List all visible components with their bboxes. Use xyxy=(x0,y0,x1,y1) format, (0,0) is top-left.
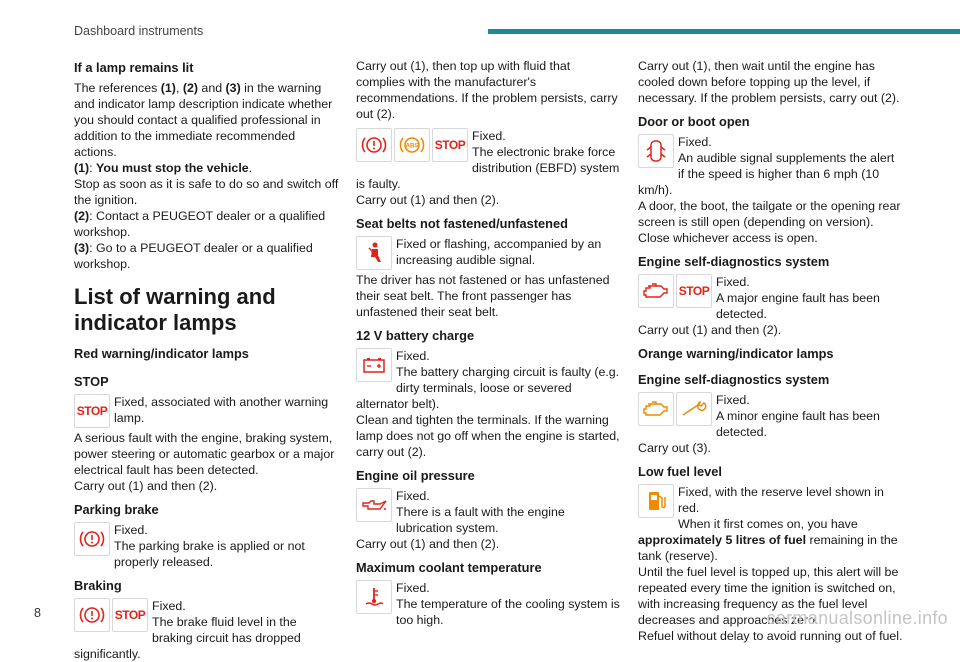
seat-text-2: The driver has not fastened or has unfastened their seat belt. The front passenger has unfastened their seat belt. xyxy=(356,273,610,319)
battery-text-2: The battery charging circuit is faulty (e.g. dirty terminals, loose or severed alternator belt). xyxy=(356,365,620,411)
heading-door-open: Door or boot open xyxy=(638,114,750,129)
battery-text-3: Clean and tighten the terminals. If the warning lamp does not go off when the engine is started, carry out (2). xyxy=(356,413,620,459)
heading-red-lamps: Red warning/indicator lamps xyxy=(74,346,249,361)
diag-text-2: A major engine fault has been detected. xyxy=(716,291,880,321)
oil-text-3: Carry out (1) and then (2). xyxy=(356,537,500,551)
engine-icon xyxy=(638,274,674,308)
heading-stop: STOP xyxy=(74,374,109,389)
ref-1-text: Stop as soon as it is safe to do so and switch off the ignition. xyxy=(74,177,339,207)
fuel-text-1: Fixed, with the reserve level shown in red. xyxy=(678,485,884,515)
braking-continued: Carry out (1), then top up with fluid that complies with the manufacturer's recommendations. If the problem persists, carry out (2). xyxy=(356,59,618,121)
battery-text-1: Fixed. xyxy=(396,349,430,363)
brake-warning-icon xyxy=(356,128,392,162)
coolant-text-2: The temperature of the cooling system is too high. xyxy=(396,597,620,627)
ref-2-line: (2): Contact a PEUGEOT dealer or a qualified workshop. xyxy=(74,209,326,239)
diag-text-3: Carry out (1) and then (2). xyxy=(638,323,782,337)
braking-text-1: Fixed. xyxy=(152,599,186,613)
battery-icon xyxy=(356,348,392,382)
coolant-text-1: Fixed. xyxy=(396,581,430,595)
heading-engine-diagnostics: Engine self-diagnostics system xyxy=(638,254,830,269)
heading-low-fuel: Low fuel level xyxy=(638,464,722,479)
ebfd-text-1: Fixed. xyxy=(472,129,506,143)
braking-text-2: The brake fluid level in the braking circuit has dropped significantly. xyxy=(74,615,301,661)
parking-brake-icon xyxy=(74,522,110,556)
brake-warning-icon xyxy=(74,598,110,632)
diag2-text-1: Fixed. xyxy=(716,393,750,407)
diag2-text-2: A minor engine fault has been detected. xyxy=(716,409,880,439)
stop-icon: STOP xyxy=(432,128,468,162)
ref-1-line: (1): You must stop the vehicle. xyxy=(74,161,253,175)
wrench-icon xyxy=(676,392,712,426)
door-text-4: Close whichever access is open. xyxy=(638,231,818,245)
coolant-continued: Carry out (1), then wait until the engine has cooled down before topping up the level, if necessary. If the problem persists, carry out (2). xyxy=(638,59,900,105)
door-text-1: Fixed. xyxy=(678,135,712,149)
engine-icon xyxy=(638,392,674,426)
oil-can-icon xyxy=(356,488,392,522)
column-2 xyxy=(356,58,621,628)
fuel-text-2: When it first comes on, you have xyxy=(678,517,858,531)
heading-seat-belts: Seat belts not fastened/unfastened xyxy=(356,216,568,231)
parking-text-1: Fixed. xyxy=(114,523,148,537)
heading-parking-brake: Parking brake xyxy=(74,502,159,517)
column-1 xyxy=(74,58,339,662)
diag2-text-3: Carry out (3). xyxy=(638,441,711,455)
stop-icon: STOP xyxy=(676,274,712,308)
parking-text-2: The parking brake is applied or not properly released. xyxy=(114,539,305,569)
stop-text-2: A serious fault with the engine, braking system, power steering or automatic gearbox or a major electrical fault has been detected. xyxy=(74,431,335,477)
svg-text:ABS: ABS xyxy=(405,143,419,150)
door-text-2: An audible signal supplements the alert if the speed is higher than 6 mph (10 km/h). xyxy=(638,151,895,197)
stop-text: Fixed, associated with another warning lamp. xyxy=(114,395,329,425)
oil-text-2: There is a fault with the engine lubrication system. xyxy=(396,505,565,535)
ebfd-text-3: Carry out (1) and then (2). xyxy=(356,193,500,207)
heading-coolant: Maximum coolant temperature xyxy=(356,560,542,575)
stop-text-3: Carry out (1) and then (2). xyxy=(74,479,218,493)
door-open-icon xyxy=(638,134,674,168)
heading-braking: Braking xyxy=(74,578,122,593)
list-heading: List of warning and indicator lamps xyxy=(74,284,276,335)
column-3 xyxy=(638,58,903,644)
page-number: 8 xyxy=(34,606,41,620)
stop-icon: STOP xyxy=(112,598,148,632)
header-accent-bar xyxy=(488,29,960,34)
heading-lamp-remains-lit: If a lamp remains lit xyxy=(74,60,194,75)
fuel-text-3: approximately 5 litres of fuel remaining in the tank (reserve). xyxy=(638,533,898,563)
heading-orange-lamps: Orange warning/indicator lamps xyxy=(638,346,834,361)
heading-engine-diagnostics-orange: Engine self-diagnostics system xyxy=(638,372,830,387)
heading-battery: 12 V battery charge xyxy=(356,328,475,343)
fuel-pump-icon xyxy=(638,484,674,518)
fuel-text-4: Until the fuel level is topped up, this alert will be repeated every time the ignition is switched on, with increasing frequency as the fuel level decreases and approaches zero. xyxy=(638,565,899,627)
seat-text-1: Fixed or flashing, accompanied by an increasing audible signal. xyxy=(396,237,602,267)
heading-oil-pressure: Engine oil pressure xyxy=(356,468,475,483)
oil-text-1: Fixed. xyxy=(396,489,430,503)
ref-3-line: (3): Go to a PEUGEOT dealer or a qualified workshop. xyxy=(74,241,313,271)
seat-belt-icon xyxy=(356,236,392,270)
abs-icon xyxy=(394,128,430,162)
stop-icon: STOP xyxy=(74,394,110,428)
diag-text-1: Fixed. xyxy=(716,275,750,289)
watermark: carmanualsonline.info xyxy=(766,608,948,628)
section-title: Dashboard instruments xyxy=(74,24,204,38)
fuel-text-5: Refuel without delay to avoid running out of fuel. xyxy=(638,629,903,643)
ebfd-text-2: The electronic brake force distribution (EBFD) system is faulty. xyxy=(356,145,620,191)
coolant-temperature-icon xyxy=(356,580,392,614)
references-paragraph: The references (1), (2) and (3) in the warning and indicator lamp description indicate whether you should contact a qualified professional in addition to the immediate recommended actions. xyxy=(74,81,333,159)
door-text-3: A door, the boot, the tailgate or the opening rear screen is still open (depending on version). xyxy=(638,199,901,229)
